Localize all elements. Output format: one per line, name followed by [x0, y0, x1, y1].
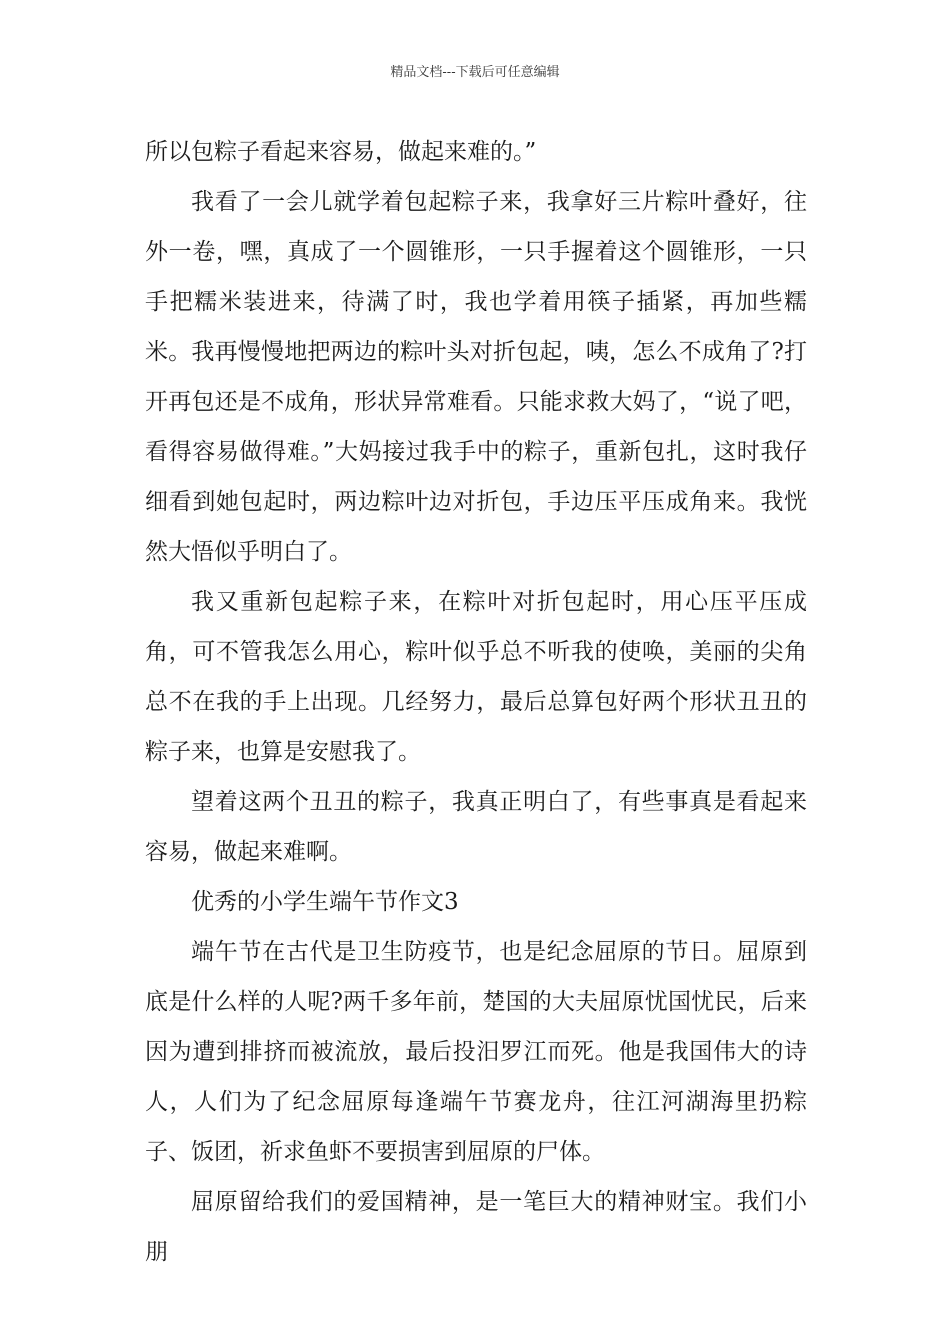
- page-header: 精品文档---下载后可任意编辑: [390, 65, 560, 80]
- document-body: [145, 127, 807, 1277]
- section-title: 优秀的小学生端午节作文3: [191, 889, 459, 915]
- paragraph: 我又重新包起粽子来，在粽叶对折包起时，用心压平压成角，可不管我怎么用心，粽叶似乎总不听我的使唤，美丽的尖角总不在我的手上出现。几经努力，最后总算包好两个形状丑丑的粽子来，也算是安慰我了。: [145, 589, 807, 765]
- paragraph: 我看了一会儿就学着包起粽子来，我拿好三片粽叶叠好，往外一卷，嘿，真成了一个圆锥形，一只手握着这个圆锥形，一只手把糯米装进来，待满了时，我也学着用筷子插紧，再加些糯米。我再慢慢地把两边的粽叶头对折包起，咦，怎么不成角了?打开再包还是不成角，形状异常难看。只能求救大妈了，“说了吧，看得容易做得难。”大妈接过我手中的粽子，重新包扎，这时我仔细看到她包起时，两边粽叶边对折包，手边压平压成角来。我恍然大悟似乎明白了。: [145, 189, 807, 565]
- paragraph: 望着这两个丑丑的粽子，我真正明白了，有些事真是看起来容易，做起来难啊。: [145, 789, 807, 865]
- paragraph: 端午节在古代是卫生防疫节，也是纪念屈原的节日。屈原到底是什么样的人呢?两千多年前，楚国的大夫屈原忧国忧民，后来因为遭到排挤而被流放，最后投汨罗江而死。他是我国伟大的诗人，人们为了纪念屈原每逢端午节赛龙舟，往江河湖海里扔粽子、饭团，祈求鱼虾不要损害到屈原的尸体。: [145, 939, 807, 1165]
- paragraph-continuation: 所以包粽子看起来容易，做起来难的。”: [145, 139, 537, 165]
- paragraph: 屈原留给我们的爱国精神，是一笔巨大的精神财宝。我们小朋: [145, 1189, 807, 1265]
